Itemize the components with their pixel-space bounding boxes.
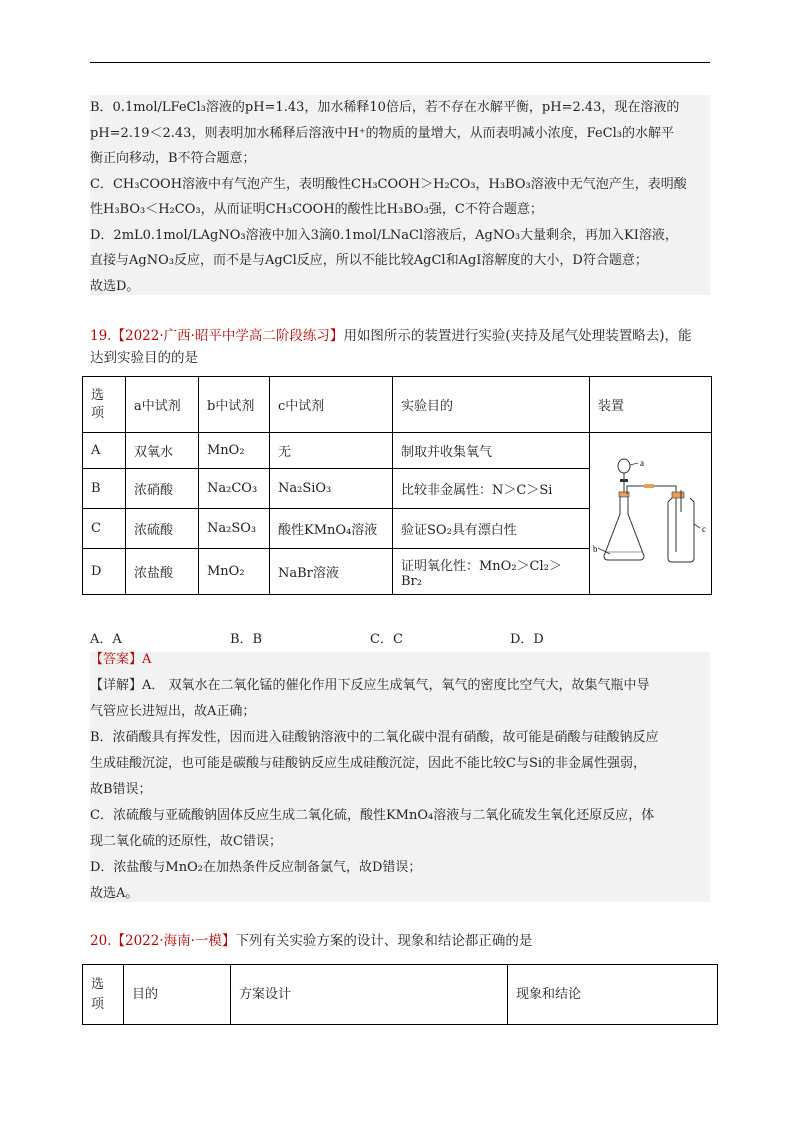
q19-cell: 酸性KMnO₄溶液: [270, 509, 393, 549]
q19-cell: MnO₂: [199, 433, 270, 469]
text-line: 性H₃BO₃＜H₂CO₃，从而证明CH₃COOH的酸性比H₃BO₃强，C不符合题意；: [90, 202, 543, 217]
apparatus-diagram: [592, 452, 710, 572]
label-a: a: [639, 457, 644, 468]
q20-th-purpose: 目的: [124, 965, 231, 1025]
explanation-line: 故B错误；: [90, 782, 152, 797]
q20-table: [82, 964, 718, 1025]
explanation-line: C．浓硫酸与亚硫酸钠固体反应生成二氧化硫，酸性KMnO₄溶液与二氧化硫发生氧化还原反应，体: [90, 808, 655, 823]
label-c: c: [701, 523, 706, 534]
explanation-line: 现二氧化硫的还原性，故C错误；: [90, 834, 282, 849]
conical-flask: [604, 497, 644, 560]
text-line: B．0.1mol/LFeCl₃溶液的pH=1.43，加水稀释10倍后，若不存在水解平衡，pH=2.43，现在溶液的: [90, 100, 680, 115]
q20-source: 【2022·海南·一模】: [111, 933, 236, 949]
stopcock: [620, 479, 628, 482]
q19-cell: 双氧水: [126, 433, 199, 469]
q19-cell: Na₂SiO₃: [270, 469, 393, 509]
option-b[interactable]: B．B: [230, 632, 263, 647]
q19-cell: 浓硫酸: [126, 509, 199, 549]
text-line: D．2mL0.1mol/LAgNO₃溶液中加入3滴0.1mol/LNaCl溶液后，AgNO₃大量剩余，再加入KI溶液，: [90, 227, 678, 243]
q19-th-b: b中试剂: [199, 377, 270, 433]
tube-joint: [644, 484, 654, 488]
q19-answer: 【答案】A: [90, 652, 152, 667]
q19-cell: 证明氧化性：MnO₂＞Cl₂＞Br₂: [393, 549, 590, 595]
text-line: 衡正向移动，B不符合题意；: [90, 151, 256, 166]
q19-stem: [90, 325, 710, 369]
q20-th-option: 选 项: [83, 965, 124, 1025]
bottle-stopper: [672, 492, 684, 498]
q19-number: 19.: [90, 328, 112, 344]
funnel-bulb: [618, 459, 630, 473]
q19-cell: Na₂SO₃: [199, 509, 270, 549]
text-line: 直接与AgNO₃反应，而不是与AgCl反应，所以不能比较AgCl和AgI溶解度的大小，D符合题意；: [90, 253, 648, 268]
explanation-line: B．浓硝酸具有挥发性，因而进入硅酸钠溶液中的二氧化碳中混有硝酸，故可能是硝酸与硅酸钠反应: [90, 730, 659, 745]
q19-th-c: c中试剂: [270, 377, 393, 433]
q19-th-option: 选 项: [83, 377, 126, 433]
q19-cell: MnO₂: [199, 549, 270, 595]
q19-source: 【2022·广西·昭平中学高二阶段练习】: [111, 328, 344, 344]
q19-cell: 浓盐酸: [126, 549, 199, 595]
explanation-line: 故选A。: [90, 886, 139, 901]
q19-cell: 浓硝酸: [126, 469, 199, 509]
q19-stem-line1: 用如图所示的装置进行实验(夹持及尾气处理装置略去)，能: [343, 328, 692, 344]
option-d[interactable]: D．D: [510, 632, 544, 647]
q19-th-a: a中试剂: [126, 377, 199, 433]
q19-cell: NaBr溶液: [270, 549, 393, 595]
explanation-line: 气管应长进短出，故A正确；: [90, 704, 256, 719]
text-line: C．CH₃COOH溶液中有气泡产生，表明酸性CH₃COOH＞H₂CO₃，H₃BO₃溶液中无气泡产生，表明酸: [90, 176, 687, 192]
q19-cell: Na₂CO₃: [199, 469, 270, 509]
q19-cell: 制取并收集氧气: [393, 433, 590, 469]
option-a[interactable]: A．A: [90, 632, 122, 647]
header-rule: [90, 62, 710, 63]
apparatus-cell: [590, 433, 712, 595]
explanation-line: 生成硅酸沉淀，也可能是碳酸与硅酸钠反应生成硅酸沉淀，因此不能比较C与Si的非金属性强弱，: [90, 756, 647, 771]
text-line: 故选D。: [90, 278, 140, 294]
q20-stem: [90, 930, 710, 952]
q19-cell: B: [83, 469, 126, 509]
q20-number: 20.: [90, 933, 112, 949]
q19-table: [82, 376, 712, 595]
q20-th-result: 现象和结论: [508, 965, 718, 1025]
text-line: pH=2.19＜2.43，则表明加水稀释后溶液中H⁺的物质的量增大，从而表明减小浓度，FeCl₃的水解平: [90, 125, 674, 141]
option-c[interactable]: C．C: [370, 632, 403, 647]
q19-th-purpose: 实验目的: [393, 377, 590, 433]
q20-stem-text: 下列有关实验方案的设计、现象和结论都正确的是: [235, 933, 533, 949]
q19-cell: C: [83, 509, 126, 549]
q19-cell: 无: [270, 433, 393, 469]
q19-cell: 验证SO₂具有漂白性: [393, 509, 590, 549]
q19-cell: 比较非金属性：N＞C＞Si: [393, 469, 590, 509]
q19-stem-line2: 达到实验目的的是: [90, 350, 198, 366]
q19-cell: A: [83, 433, 126, 469]
explanation-line: 【详解】A． 双氧水在二氧化锰的催化作用下反应生成氧气，氧气的密度比空气大，故集气瓶中导: [90, 678, 650, 693]
q19-cell: D: [83, 549, 126, 595]
q20-th-design: 方案设计: [231, 965, 508, 1025]
q19-th-apparatus: 装置: [590, 377, 712, 433]
explanation-line: D．浓盐酸与MnO₂在加热条件反应制备氯气，故D错误；: [90, 860, 422, 875]
label-b: b: [592, 543, 597, 554]
